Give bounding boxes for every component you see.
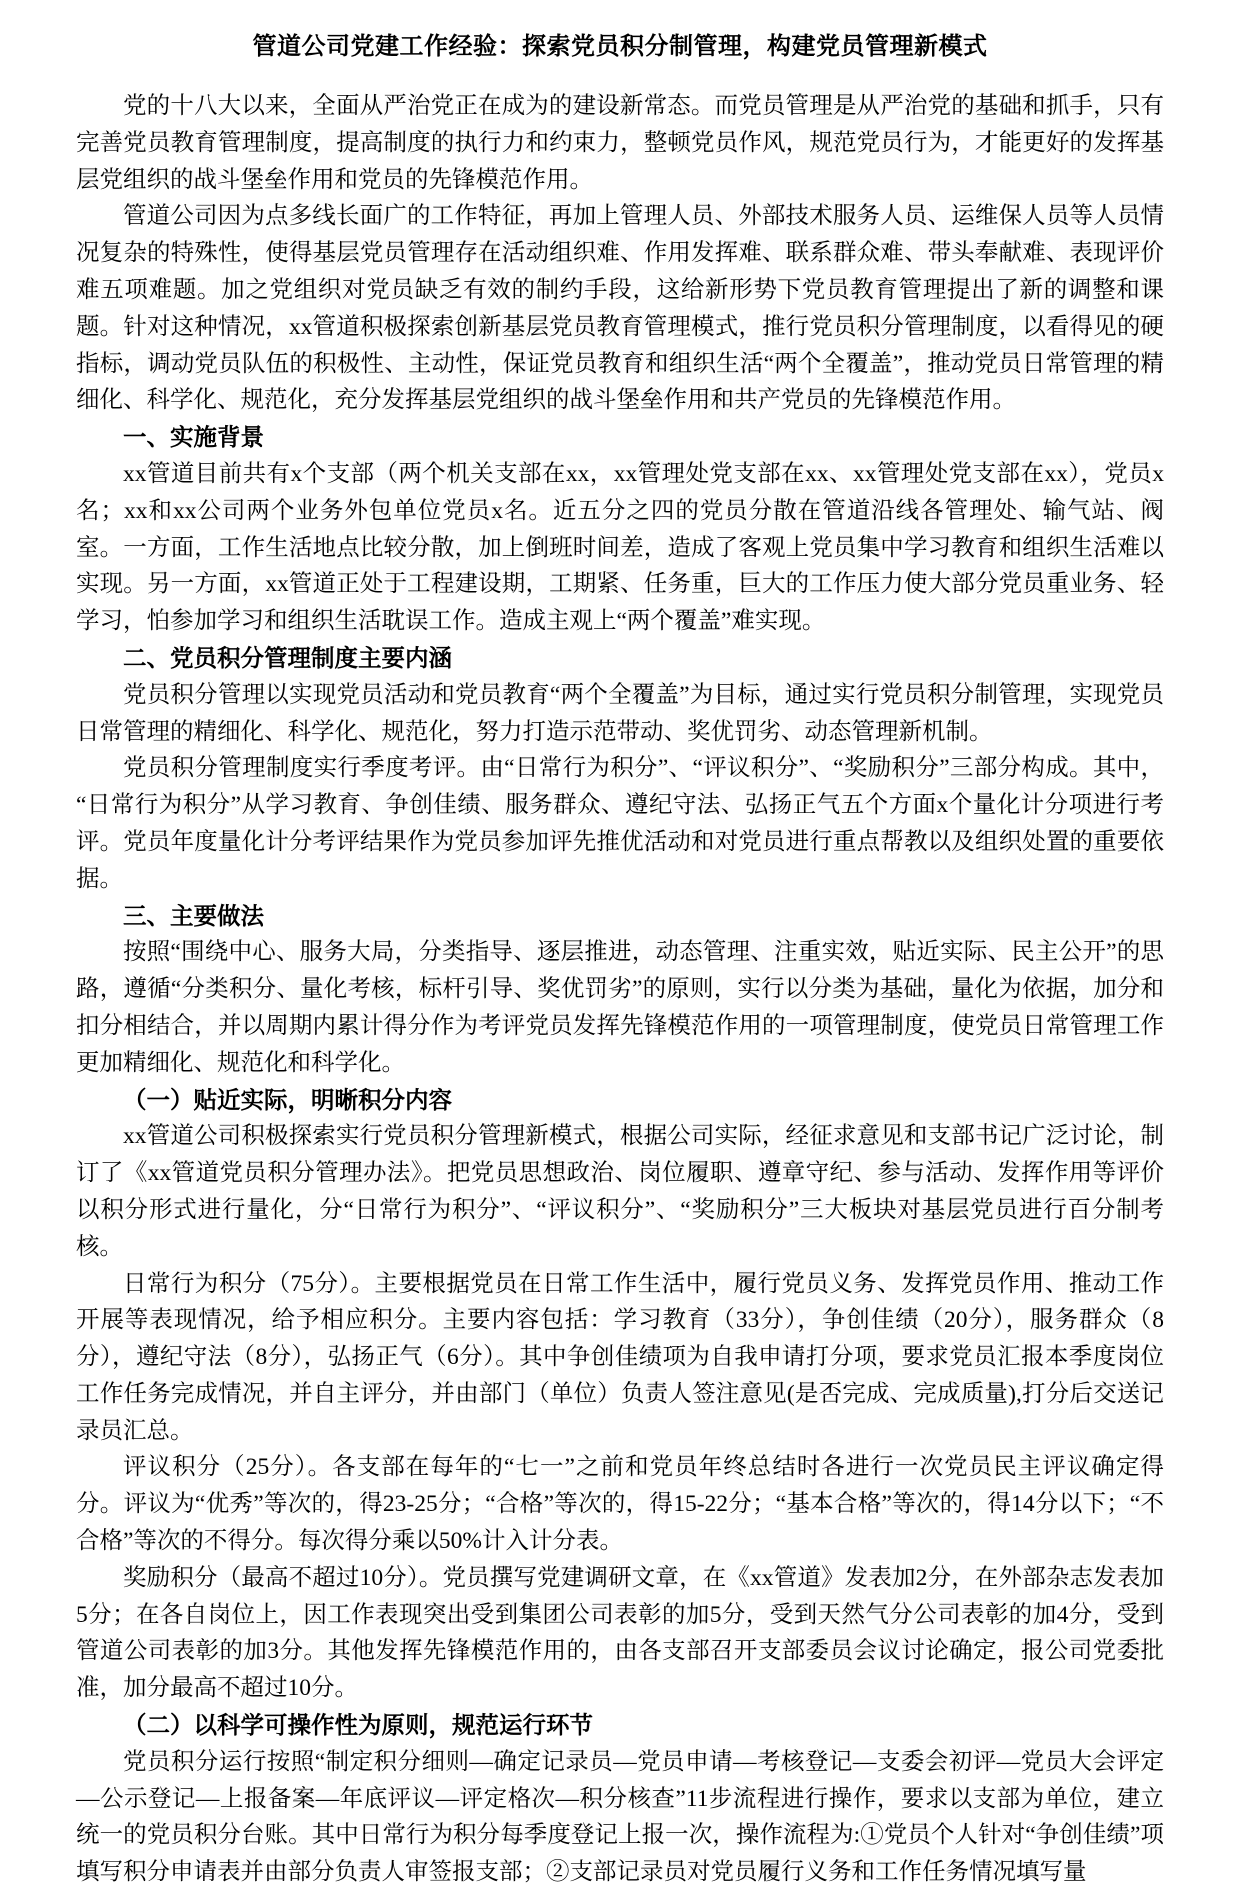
paragraph-reward-score: 奖励积分（最高不超过10分）。党员撰写党建调研文章，在《xx管道》发表加2分，在外部杂志发表加5分；在各自岗位上，因工作表现突出受到集团公司表彰的加5分，受到天然气分公司表彰的加4分，受到管道公司表彰的加3分。其他发挥先锋模范作用的，由各支部召开支部委员会议讨论确定，报公司党委批准，加分最高不超过10分。 xyxy=(76,1564,1164,1702)
section-heading-1: 一、实施背景 xyxy=(123,424,264,451)
paragraph-connotation-1: 党员积分管理以实现党员活动和党员教育“两个全覆盖”为目标，通过实行党员积分制管理，实现党员日常管理的精细化、科学化、规范化，努力打造示范带动、奖优罚劣、动态管理新机制。 xyxy=(76,681,1164,745)
section-heading-2: 二、党员积分管理制度主要内涵 xyxy=(123,644,452,671)
paragraph-intro-2: 管道公司因为点多线长面广的工作特征，再加上管理人员、外部技术服务人员、运维保人员等人员情况复杂的特殊性，使得基层党员管理存在活动组织难、作用发挥难、联系群众难、带头奉献难、表现评价难五项难题。加之党组织对党员缺乏有效的制约手段，这给新形势下党员教育管理提出了新的调整和课题。针对这种情况，xx管道积极探索创新基层党员教育管理模式，推行党员积分管理制度，以看得见的硬指标，调动党员队伍的积极性、主动性，保证党员教育和组织生活“两个全覆盖”，推动党员日常管理的精细化、科学化、规范化，充分发挥基层党组织的战斗堡垒作用和共产党员的先锋模范作用。 xyxy=(76,203,1164,414)
document-title: 管道公司党建工作经验：探索党员积分制管理，构建党员管理新模式 xyxy=(252,33,988,60)
paragraph-review-score: 评议积分（25分）。各支部在每年的“七一”之前和党员年终总结时各进行一次党员民主评议确定得分。评议为“优秀”等次的，得23-25分；“合格”等次的，得15-22分；“基本合格”等次的，得14分以下；“不合格”等次的不得分。每次得分乘以50%计入计分表。 xyxy=(76,1454,1164,1555)
paragraph-connotation-2: 党员积分管理制度实行季度考评。由“日常行为积分”、“评议积分”、“奖励积分”三部分构成。其中，“日常行为积分”从学习教育、争创佳绩、服务群众、遵纪守法、弘扬正气五个方面x个量化计分项进行考评。党员年度量化计分考评结果作为党员参加评先推优活动和对党员进行重点帮教以及组织处置的重要依据。 xyxy=(76,755,1164,892)
paragraph-intro-1: 党的十八大以来，全面从严治党正在成为的建设新常态。而党员管理是从严治党的基础和抓手，只有完善党员教育管理制度，提高制度的执行力和约束力，整顿党员作风，规范党员行为，才能更好的发挥基层党组织的战斗堡垒作用和党员的先锋模范作用。 xyxy=(76,93,1164,193)
section-heading-3: 三、主要做法 xyxy=(123,902,264,929)
paragraph-background: xx管道目前共有x个支部（两个机关支部在xx，xx管理处党支部在xx、xx管理处党支部在xx），党员x名；xx和xx公司两个业务外包单位党员x名。近五分之四的党员分散在管道沿线各管理处、输气站、阀室。一方面，工作生活地点比较分散，加上倒班时间差，造成了客观上党员集中学习教育和组织生活难以实现。另一方面，xx管道正处于工程建设期，工期紧、任务重，巨大的工作压力使大部分党员重业务、轻学习，怕参加学习和组织生活耽误工作。造成主观上“两个覆盖”难实现。 xyxy=(76,460,1164,635)
subsection-heading-1: （一）贴近实际，明晰积分内容 xyxy=(123,1086,452,1113)
paragraph-daily-score: 日常行为积分（75分）。主要根据党员在日常工作生活中，履行党员义务、发挥党员作用、推动工作开展等表现情况，给予相应积分。主要内容包括：学习教育（33分），争创佳绩（20分），服务群众（8分），遵纪守法（8分），弘扬正气（6分）。其中争创佳绩项为自我申请打分项，要求党员汇报本季度岗位工作任务完成情况，并自主评分，并由部门（单位）负责人签注意见(是否完成、完成质量),打分后交送记录员汇总。 xyxy=(76,1270,1164,1444)
paragraph-score-content: xx管道公司积极探索实行党员积分管理新模式，根据公司实际，经征求意见和支部书记广泛讨论，制订了《xx管道党员积分管理办法》。把党员思想政治、岗位履职、遵章守纪、参与活动、发挥作用等评价以积分形式进行量化，分“日常行为积分”、“评议积分”、“奖励积分”三大板块对基层党员进行百分制考核。 xyxy=(76,1123,1164,1260)
paragraph-procedure: 党员积分运行按照“制定积分细则—确定记录员—党员申请—考核登记—支委会初评—党员大会评定—公示登记—上报备案—年底评议—评定格次—积分核查”11步流程进行操作，要求以支部为单位，建立统一的党员积分台账。其中日常行为积分每季度登记上报一次，操作流程为:①党员个人针对“争创佳绩”项填写积分申请表并由部分负责人审签报支部；②支部记录员对党员履行义务和工作任务情况填写量 xyxy=(76,1748,1164,1886)
paragraph-approach: 按照“围绕中心、服务大局，分类指导、逐层推进，动态管理、注重实效，贴近实际、民主公开”的思路，遵循“分类积分、量化考核，标杆引导、奖优罚劣”的原则，实行以分类为基础，量化为依据，加分和扣分相结合，并以周期内累计得分作为考评党员发挥先锋模范作用的一项管理制度，使党员日常管理工作更加精细化、规范化和科学化。 xyxy=(76,939,1164,1076)
subsection-heading-2: （二）以科学可操作性为原则，规范运行环节 xyxy=(123,1712,593,1739)
